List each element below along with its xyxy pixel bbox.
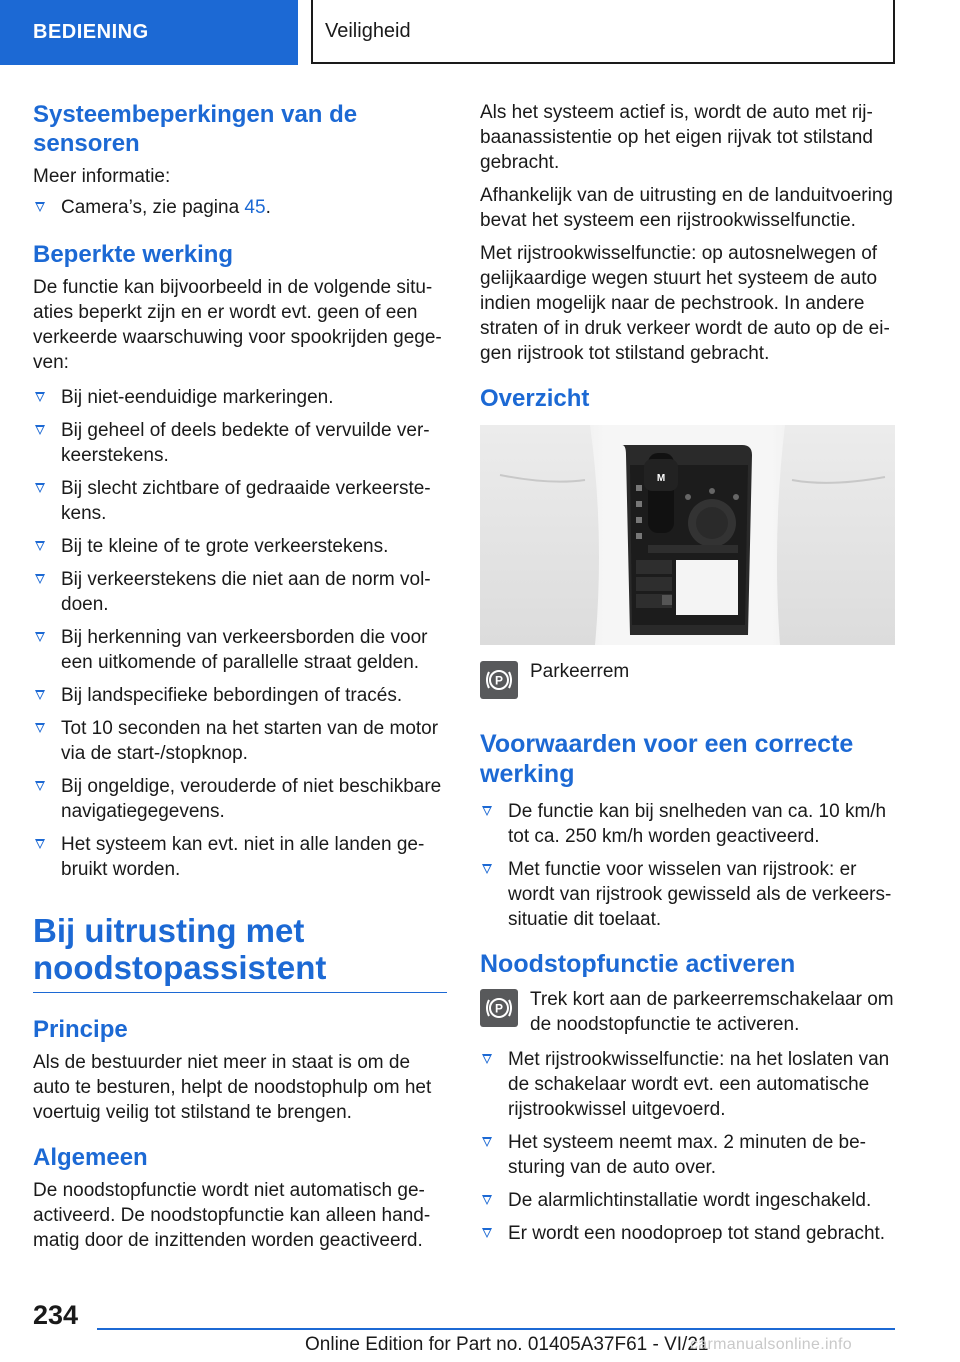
triangle-bullet-icon	[35, 541, 45, 551]
principle-text: Als de bestuurder niet meer in staat is om de auto te besturen, helpt de noodstophulp om het voertuig veilig tot stilstand te brengen.	[33, 1052, 432, 1123]
list-item-text: Het systeem neemt max. 2 minuten de be‐sturing van de auto over.	[508, 1132, 866, 1178]
list-item-text: Bij herkenning van verkeersborden die voor een uitkomende of parallelle straat gelden.	[61, 627, 428, 673]
triangle-bullet-icon	[35, 425, 45, 435]
parking-brake-row	[480, 661, 896, 699]
list-item-text: Bij slecht zichtbare of gedraaide verkeerste‐kens.	[61, 478, 431, 524]
general-text: De noodstopfunctie wordt niet automatisch ge‐activeerd. De noodstopfunctie kan alleen hand‐matig door de inzittenden worden geactiveerd.	[33, 1180, 431, 1251]
triangle-bullet-icon	[482, 1054, 492, 1064]
list-item-text: Er wordt een noodoproep tot stand gebracht.	[508, 1223, 886, 1244]
more-info-text: Meer informatie:	[33, 166, 171, 187]
triangle-bullet-icon	[35, 690, 45, 700]
triangle-bullet-icon	[35, 392, 45, 402]
triangle-bullet-icon	[35, 723, 45, 733]
right-column	[480, 100, 896, 1254]
list-item	[33, 716, 447, 766]
header-section	[0, 0, 298, 65]
list-item-text: Bij verkeerstekens die niet aan de norm vol‐doen.	[61, 569, 431, 615]
list-item-text: Bij niet-eenduidige markeringen.	[61, 387, 334, 408]
footer-divider	[97, 1328, 895, 1330]
triangle-bullet-icon	[35, 574, 45, 584]
triangle-bullet-icon	[35, 202, 45, 212]
heading-sensor-limits: Systeembeperkingen van de sensoren	[33, 101, 358, 157]
list-item	[33, 385, 447, 410]
heading-conditions: Voorwaarden voor een correcte werking	[480, 730, 854, 788]
svg-text:P: P	[494, 1001, 504, 1016]
list-item-text: Bij geheel of deels bedekte of vervuilde ver‐keerstekens.	[61, 420, 430, 466]
heading-emergency-stop-equipment: Bij uitrusting met noodstopassistent	[33, 912, 327, 986]
header-subsection-label: Veiligheid	[325, 19, 411, 42]
edition-text: Online Edition for Part no. 01405A37F61 - VI/21	[305, 1334, 709, 1355]
activate-list	[480, 1047, 896, 1246]
list-item	[480, 857, 896, 932]
limited-intro-text: De functie kan bijvoorbeeld in de volgende situ‐aties beperkt zijn en er wordt evt. geen of een verkeerde waarschuwing voor spookrijden gege‐ven:	[33, 277, 442, 373]
camera-list	[33, 195, 447, 220]
photo-badge: M	[656, 473, 666, 484]
triangle-bullet-icon	[35, 632, 45, 642]
list-item	[33, 476, 447, 526]
list-item	[33, 832, 447, 882]
conditions-list	[480, 799, 896, 932]
parking-brake-icon	[480, 989, 518, 1027]
list-item	[480, 1130, 896, 1180]
activate-row	[480, 989, 896, 1037]
parking-brake-label: Parkeerrem	[530, 661, 630, 682]
right-paragraph-3: Met rijstrookwisselfunctie: op autosnelwegen of gelijkaardige wegen stuurt het systeem de auto indien mogelijk naar de pechstrook. In andere straten of in druk verkeer wordt de auto op de ei‐gen rijstrook tot stilstand gebracht.	[480, 243, 890, 364]
list-item	[480, 799, 896, 849]
watermark: carmanualsonline.info	[690, 1336, 852, 1353]
list-item	[33, 534, 447, 559]
list-item-text: Bij ongeldige, verouderde of niet beschikbare navigatiegegevens.	[61, 776, 442, 822]
heading-principle: Principe	[33, 1016, 128, 1043]
header-subsection	[311, 0, 895, 64]
header-section-label: BEDIENING	[33, 21, 149, 43]
parking-brake-icon	[480, 661, 518, 699]
activate-text: Trek kort aan de parkeerremschakelaar om de noodstopfunctie te activeren.	[530, 989, 894, 1035]
heading-general: Algemeen	[33, 1144, 148, 1171]
list-item-text: Bij te kleine of te grote verkeerstekens.	[61, 536, 389, 557]
list-item	[33, 683, 447, 708]
section-heading-block	[33, 912, 447, 993]
triangle-bullet-icon	[482, 1228, 492, 1238]
list-item-text: De alarmlichtinstallatie wordt ingeschakeld.	[508, 1190, 872, 1211]
heading-overview: Overzicht	[480, 385, 590, 412]
triangle-bullet-icon	[35, 483, 45, 493]
page-link[interactable]: 45	[244, 197, 266, 218]
list-item-text: Bij landspecifieke bebordingen of tracés.	[61, 685, 403, 706]
camera-item-end: .	[265, 197, 271, 218]
triangle-bullet-icon	[482, 1137, 492, 1147]
list-item-text: De functie kan bij snelheden van ca. 10 km/h tot ca. 250 km/h worden geactiveerd.	[508, 801, 887, 847]
triangle-bullet-icon	[482, 806, 492, 816]
page-number: 234	[33, 1300, 79, 1330]
list-item	[33, 625, 447, 675]
list-item	[33, 774, 447, 824]
center-console-photo	[480, 425, 895, 645]
list-item-text: Met rijstrookwisselfunctie: na het loslaten van de schakelaar wordt evt. een automatische rijstrookwissel uitgevoerd.	[508, 1049, 890, 1120]
list-item-text: Tot 10 seconden na het starten van de motor via de start-/stopknop.	[61, 718, 439, 764]
right-paragraph-2: Afhankelijk van de uitrusting en de landuitvoering bevat het systeem een rijstrookwisselfunctie.	[480, 185, 893, 231]
camera-item-text: Camera’s, zie pagina	[61, 197, 245, 218]
triangle-bullet-icon	[35, 839, 45, 849]
list-item-text: Het systeem kan evt. niet in alle landen ge‐bruikt worden.	[61, 834, 425, 880]
triangle-bullet-icon	[482, 864, 492, 874]
list-item	[480, 1188, 896, 1213]
heading-activate: Noodstopfunctie activeren	[480, 950, 796, 978]
heading-limited-function: Beperkte werking	[33, 241, 234, 268]
triangle-bullet-icon	[482, 1195, 492, 1205]
triangle-bullet-icon	[35, 781, 45, 791]
left-column	[33, 100, 447, 1261]
limited-list	[33, 385, 447, 882]
list-item	[33, 195, 447, 220]
list-item	[33, 567, 447, 617]
list-item	[480, 1047, 896, 1122]
svg-text:P: P	[494, 673, 504, 688]
right-paragraph-1: Als het systeem actief is, wordt de auto met rij‐baanassistentie op het eigen rijvak tot stilstand gebracht.	[480, 102, 873, 173]
list-item	[480, 1221, 896, 1246]
list-item-text: Met functie voor wisselen van rijstrook: er wordt van rijstrook gewisseld als de verkeers‐situatie dit toelaat.	[508, 859, 892, 930]
list-item	[33, 418, 447, 468]
